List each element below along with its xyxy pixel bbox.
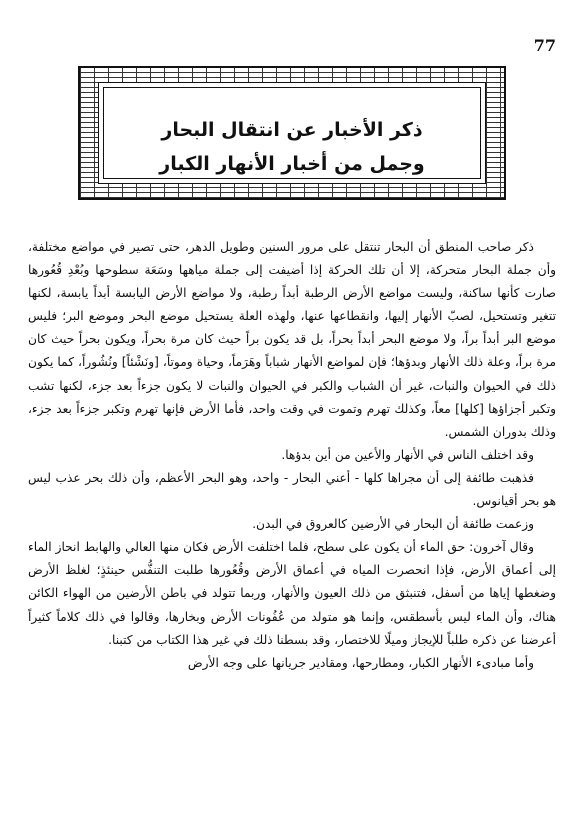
paragraph: فذهبت طائفة إلى أن مجراها كلها - أعني البحار - واحد، وهو البحر الأعظم، وأن ذلك بحر عذب ليس هو بحر أقيانوس. bbox=[28, 470, 556, 509]
page-number: 77 bbox=[533, 36, 556, 55]
chapter-title-line-2: وجمل من أخبار الأنهار الكبار bbox=[159, 153, 425, 175]
paragraph: وزعمت طائفة أن البحار في الأرضين كالعروق في البدن. bbox=[252, 517, 534, 532]
chapter-heading-inner-box bbox=[98, 82, 486, 184]
paragraph: ذكر صاحب المنطق أن البحار تنتقل على مرور السنين وطويل الدهر، حتى تصير في مواضع مختلفة، وأن جملة البحار متحركة، إلا أن تلك الحركة إذا أضيفت إلى جملة مياهها وسَعَة سطوحها وبُعْدِ قُعُورها صارت كأنها ساكنة، وليست مواضع الأرض الرطبة أبداً رطبة، ولا مواضع الأرض اليابسة أبداً يابسة، لكنها تتغير وتستحيل، لصبّ الأنهار إليها، وانقطاعها عنها، ولهذه العلة يستحيل موضع البحر وموضع البر؛ فليس موضع البر أبداً براً، ولا موضع البحر أبداً بحراً، بل قد يكون براً حيث كان مرة بحراً، ويكون بحراً حيث كان مرة براً، وعلة ذلك الأنهار وبدؤها؛ فإن لمواضع الأنهار شباباً وهَرَماً، وحياة وموتاً، [ونَشْئاً] ونُشُوراً، كما يكون ذلك في الحيوان والنبات، غير أن الشباب والكبر في الحيوان والنبات لا يكون جزءاً بعد جزء، لكنها تشب وتكبر أجزاؤها [كلها] معاً، وكذلك تهرم وتموت في وقت واحد، فأما الأرض فإنها تهرم وتكبر جزءاً بعد جزء، وذلك بدوران الشمس. bbox=[28, 240, 556, 439]
paragraph: وأما مبادىء الأنهار الكبار، ومطارحها، ومقادير جريانها على وجه الأرض bbox=[187, 655, 534, 670]
body-text bbox=[28, 236, 556, 675]
chapter-title-line-1: ذكر الأخبار عن انتقال البحار bbox=[161, 119, 423, 141]
chapter-heading-frame bbox=[78, 66, 506, 200]
paragraph: وقد اختلف الناس في الأنهار والأعين من أين بدؤها. bbox=[281, 447, 534, 462]
chapter-title bbox=[99, 113, 485, 181]
paragraph: وقال آخرون: حق الماء أن يكون على سطح، فلما اختلفت الأرض فكان منها العالي والهابط انحاز الماء إلى أعماق الأرض، فإذا انحصرت المياه في أعماق الأرض وقُعُورها طلبت التنفُّس حينئذٍ؛ لغلظ الأرض وضغطها إياها من أسفل، فتنبثق من ذلك العيون والأنهار، وربما تتولد في باطن الأرضين من الهواء الكائن هناك، وأن الماء ليس بأسطقس، وإنما هو متولد من عُفُونات الأرض وبخارها، وقالوا في ذلك كلاماً كثيراً أعرضنا عن ذكره طلباً للإيجاز وميلًا للاختصار، وقد بسطنا ذلك في غير هذا الكتاب من كتبنا. bbox=[28, 540, 556, 647]
